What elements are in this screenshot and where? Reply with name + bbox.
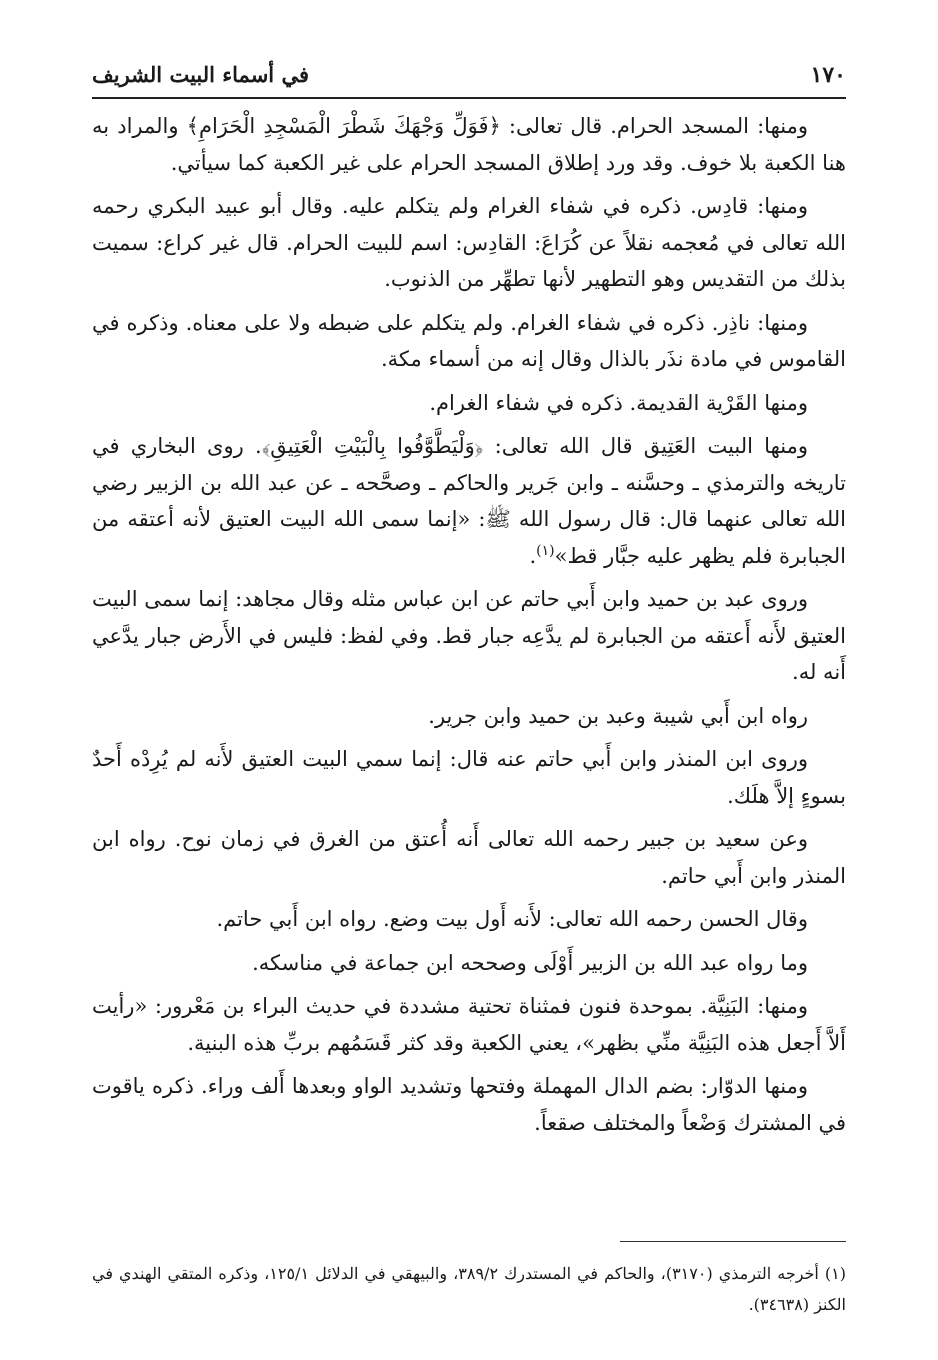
footnote-reference[interactable]: (١) (536, 542, 555, 559)
footnote (92, 1258, 846, 1320)
paragraph-qarya-qadima: ومنها القَرْية القديمة. ذكره في شفاء الغرام. (429, 390, 808, 415)
main-text (92, 108, 846, 1148)
running-title: في أسماء البيت الشريف (92, 62, 309, 87)
page-header (92, 62, 846, 94)
paragraph-mujahid: وروى عبد بن حميد وابن أَبي حاتم عن ابن عباس مثله وقال مجاهد: إنما سمى البيت العتيق لأَنه أَعتقه من الجبابرة لم يدَّعِه جبار قط. وفي لفظ: فليس في الأَرض جبار يدَّعي أَنه له. (92, 587, 846, 684)
footnote-rule (620, 1241, 846, 1242)
page-number: ١٧٠ (810, 62, 846, 88)
footnote-text: (١) أخرجه الترمذي (٣١٧٠)، والحاكم في المستدرك ٣٨٩/٢، والبيهقي في الدلائل ١٢٥/١، وذكره المتقي الهندي في الكنز (٣٤٦٣٨). (92, 1264, 846, 1314)
header-rule (92, 97, 846, 99)
paragraph-dawwar: ومنها الدوّار: بضم الدال المهملة وفتحها وتشديد الواو وبعدها أَلف وراء. ذكره ياقوت في المشترك وَضْعاً والمختلف صقعاً. (92, 1074, 846, 1135)
paragraph-said-ibn-jubayr: وعن سعيد بن جبير رحمه الله تعالى أَنه أُعتق من الغرق في زمان نوح. رواه ابن المنذر وابن أَبي حاتم. (92, 827, 846, 888)
paragraph-baniyya: ومنها: البَنِيَّة. بموحدة فنون فمثناة تحتية مشددة في حديث البراء بن مَعْرور: «رأيت أَلاَّ أَجعل هذه البَنِيَّة منِّي بظهر»، يعني الكعبة وقد كثر قَسَمُهم بربِّ هذه البنية. (92, 994, 846, 1055)
paragraph-nadhir: ومنها: ناذِر. ذكره في شفاء الغرام. ولم يتكلم على ضبطه ولا على معناه. وذكره في القاموس في مادة نذَر بالذال وقال إنه من أسماء مكة. (92, 310, 846, 371)
paragraph-qadis: ومنها: قادِس. ذكره في شفاء الغرام ولم يتكلم عليه. وقال أبو عبيد البكري رحمه الله تعالى في مُعجمه نقلاً عن كُرَاعَ: القادِس: اسم للبيت الحرام. قال غير كراع: سميت بذلك من التقديس وهو التطهير لأنها تطهِّر من الذنوب. (92, 194, 846, 291)
paragraph-ibn-zubayr: وما رواه عبد الله بن الزبير أَوْلَى وصححه ابن جماعة في مناسكه. (252, 950, 808, 975)
paragraph-masjid-haram: ومنها: المسجد الحرام. قال تعالى: ﴿فَوَلِّ وَجْهَكَ شَطْرَ الْمَسْجِدِ الْحَرَامِ﴾ والمراد به هنا الكعبة بلا خوف. وقد ورد إطلاق المسجد الحرام على غير الكعبة كما سيأتي. (92, 114, 846, 175)
paragraph-bayt-atiq-text: ومنها البيت العَتِيق قال الله تعالى: ﴿وَلْيَطَّوَّفُوا بِالْبَيْتِ الْعَتِيقِ﴾. روى البخاري في تاريخه والترمذي ـ وحسَّنه ـ وابن جَرير والحاكم ـ وصحَّحه ـ عن عبد الله بن الزبير رضي الله تعالى عنهما قال: قال رسول الله ﷺ: «إنما سمى الله البيت العتيق لأنه أعتقه من الجبابرة فلم يظهر عليه جبَّار قط» (92, 434, 846, 568)
paragraph-ibn-abi-shayba: رواه ابن أَبي شيبة وعبد بن حميد وابن جرير. (428, 703, 808, 728)
paragraph-ibn-mundhir: وروى ابن المنذر وابن أَبي حاتم عنه قال: إنما سمي البيت العتيق لأَنه لم يُرِدْه أَحدٌ بسوءٍ إلاَّ هلَك. (92, 747, 846, 808)
paragraph-hasan: وقال الحسن رحمه الله تعالى: لأَنه أَول بيت وضع. رواه ابن أَبي حاتم. (216, 907, 808, 931)
paragraph-bayt-atiq: ومنها البيت العَتِيق قال الله تعالى: ﴿وَلْيَطَّوَّفُوا بِالْبَيْتِ الْعَتِيقِ﴾. روى البخاري في تاريخه والترمذي ـ وحسَّنه ـ وابن جَرير والحاكم ـ وصحَّحه ـ عن عبد الله بن الزبير رضي الله تعالى عنهما قال: قال رسول الله ﷺ: «إنما سمى الله البيت العتيق لأنه أعتقه من الجبابرة فلم يظهر عليه جبَّار قط»$^{(١)}$. (92, 434, 846, 568)
